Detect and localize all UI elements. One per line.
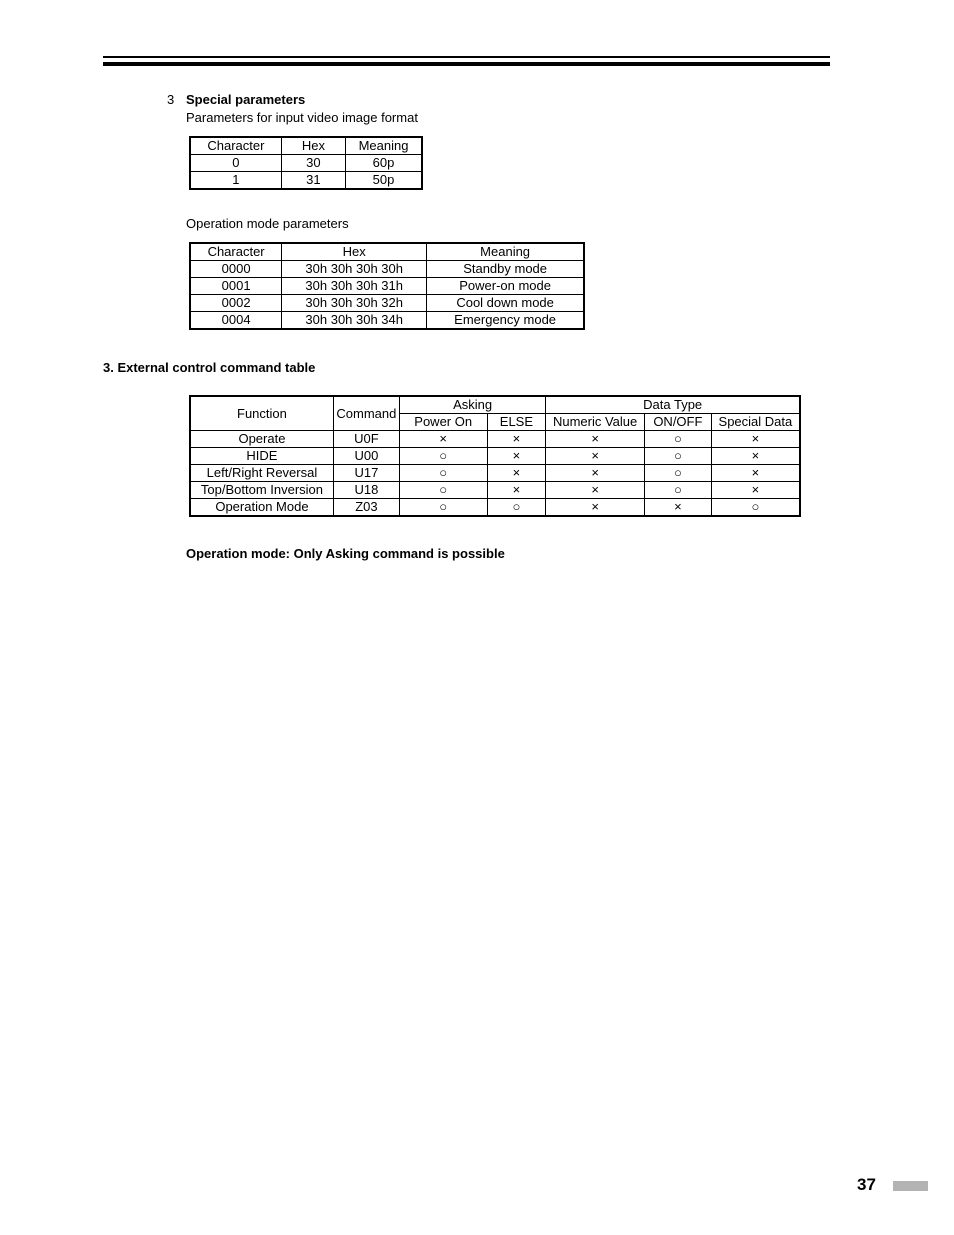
table-row	[190, 295, 584, 312]
table-row	[190, 465, 800, 482]
circle-mark-icon: ○	[439, 499, 448, 514]
cell-hex: 30h 30h 30h 34h	[282, 312, 427, 330]
cell-special-data	[711, 465, 800, 482]
cross-mark-icon: ×	[512, 465, 521, 480]
cell-character: 0001	[190, 278, 282, 295]
cell-on-off	[644, 499, 711, 517]
cell-meaning: 60p	[346, 155, 423, 172]
table-row	[190, 312, 584, 330]
header-character: Character	[190, 243, 282, 261]
circle-mark-icon: ○	[439, 448, 448, 463]
cross-mark-icon: ×	[751, 431, 760, 446]
header-asking: Asking	[399, 396, 545, 414]
cross-mark-icon: ×	[591, 465, 599, 480]
cell-else	[487, 465, 546, 482]
cell-hex: 30h 30h 30h 32h	[282, 295, 427, 312]
cross-mark-icon: ×	[512, 482, 521, 497]
cell-meaning: Power-on mode	[427, 278, 584, 295]
header-numeric-value: Numeric Value	[546, 414, 645, 431]
operation-mode-table	[189, 242, 585, 330]
cell-numeric-value	[546, 482, 645, 499]
header-else: ELSE	[487, 414, 546, 431]
cell-meaning: Cool down mode	[427, 295, 584, 312]
header-on-off: ON/OFF	[644, 414, 711, 431]
header-meaning: Meaning	[346, 137, 423, 155]
table-row	[190, 448, 800, 465]
table-row	[190, 482, 800, 499]
cell-character: 0002	[190, 295, 282, 312]
command-table	[189, 395, 801, 517]
table-row	[190, 261, 584, 278]
header-rule-thin	[103, 56, 830, 58]
cross-mark-icon: ×	[591, 482, 599, 497]
header-data-type: Data Type	[546, 396, 800, 414]
cross-mark-icon: ×	[751, 448, 760, 463]
cell-character: 0004	[190, 312, 282, 330]
cell-special-data	[711, 448, 800, 465]
table-row	[190, 155, 422, 172]
cross-mark-icon: ×	[591, 431, 599, 446]
cross-mark-icon: ×	[512, 448, 521, 463]
header-character: Character	[190, 137, 281, 155]
cross-mark-icon: ×	[591, 448, 599, 463]
section-title-special-parameters: Special parameters	[186, 92, 306, 107]
table-header-row	[190, 137, 422, 155]
cell-function: HIDE	[190, 448, 333, 465]
cell-special-data	[711, 431, 800, 448]
cell-else	[487, 448, 546, 465]
cell-command: U00	[333, 448, 399, 465]
cell-else	[487, 499, 546, 517]
header-power-on: Power On	[399, 414, 487, 431]
cell-special-data	[711, 482, 800, 499]
circle-mark-icon: ○	[673, 465, 682, 480]
cell-character: 1	[190, 172, 281, 190]
section-title-command-table: 3. External control command table	[103, 360, 316, 375]
header-meaning: Meaning	[427, 243, 584, 261]
cell-on-off	[644, 482, 711, 499]
cell-character: 0	[190, 155, 281, 172]
circle-mark-icon: ○	[673, 482, 682, 497]
cell-meaning: 50p	[346, 172, 423, 190]
cell-hex: 30	[281, 155, 345, 172]
command-table-body	[190, 431, 800, 517]
table-header-row	[190, 243, 584, 261]
header-hex: Hex	[282, 243, 427, 261]
cell-else	[487, 482, 546, 499]
cell-command: U17	[333, 465, 399, 482]
table-row	[190, 431, 800, 448]
cell-on-off	[644, 448, 711, 465]
header-special-data: Special Data	[711, 414, 800, 431]
circle-mark-icon: ○	[751, 499, 760, 514]
cell-numeric-value	[546, 465, 645, 482]
cell-on-off	[644, 431, 711, 448]
table-row	[190, 278, 584, 295]
cell-power-on	[399, 465, 487, 482]
subtitle-operation-mode: Operation mode parameters	[186, 216, 349, 231]
cell-function: Left/Right Reversal	[190, 465, 333, 482]
cell-power-on	[399, 448, 487, 465]
cell-else	[487, 431, 546, 448]
video-format-table	[189, 136, 423, 190]
cross-mark-icon: ×	[439, 431, 447, 446]
header-rule-thick	[103, 62, 830, 66]
section-number: 3	[167, 92, 175, 107]
page-number: 37	[857, 1175, 876, 1194]
cell-command: U0F	[333, 431, 399, 448]
header-command: Command	[333, 396, 399, 431]
header-hex: Hex	[281, 137, 345, 155]
circle-mark-icon: ○	[673, 448, 682, 463]
cell-command: U18	[333, 482, 399, 499]
cell-power-on	[399, 431, 487, 448]
cross-mark-icon: ×	[512, 431, 521, 446]
cell-function: Top/Bottom Inversion	[190, 482, 333, 499]
cell-hex: 30h 30h 30h 30h	[282, 261, 427, 278]
cell-power-on	[399, 499, 487, 517]
header-function: Function	[190, 396, 333, 431]
cross-mark-icon: ×	[674, 499, 682, 514]
cell-meaning: Emergency mode	[427, 312, 584, 330]
table-row	[190, 172, 422, 190]
cell-numeric-value	[546, 499, 645, 517]
cell-function: Operate	[190, 431, 333, 448]
circle-mark-icon: ○	[439, 465, 448, 480]
circle-mark-icon: ○	[673, 431, 682, 446]
cell-hex: 30h 30h 30h 31h	[282, 278, 427, 295]
cell-power-on	[399, 482, 487, 499]
cell-function: Operation Mode	[190, 499, 333, 517]
table-header-row	[190, 396, 800, 414]
table-row	[190, 499, 800, 517]
cell-character: 0000	[190, 261, 282, 278]
operation-mode-note: Operation mode: Only Asking command is possible	[186, 546, 505, 561]
cell-special-data	[711, 499, 800, 517]
cross-mark-icon: ×	[751, 465, 760, 480]
cell-command: Z03	[333, 499, 399, 517]
circle-mark-icon: ○	[439, 482, 448, 497]
page-tab-marker	[893, 1181, 928, 1191]
cross-mark-icon: ×	[751, 482, 760, 497]
cell-meaning: Standby mode	[427, 261, 584, 278]
subtitle-video-format: Parameters for input video image format	[186, 110, 418, 125]
cell-on-off	[644, 465, 711, 482]
cell-hex: 31	[281, 172, 345, 190]
cross-mark-icon: ×	[591, 499, 599, 514]
cell-numeric-value	[546, 448, 645, 465]
cell-numeric-value	[546, 431, 645, 448]
circle-mark-icon: ○	[512, 499, 521, 514]
